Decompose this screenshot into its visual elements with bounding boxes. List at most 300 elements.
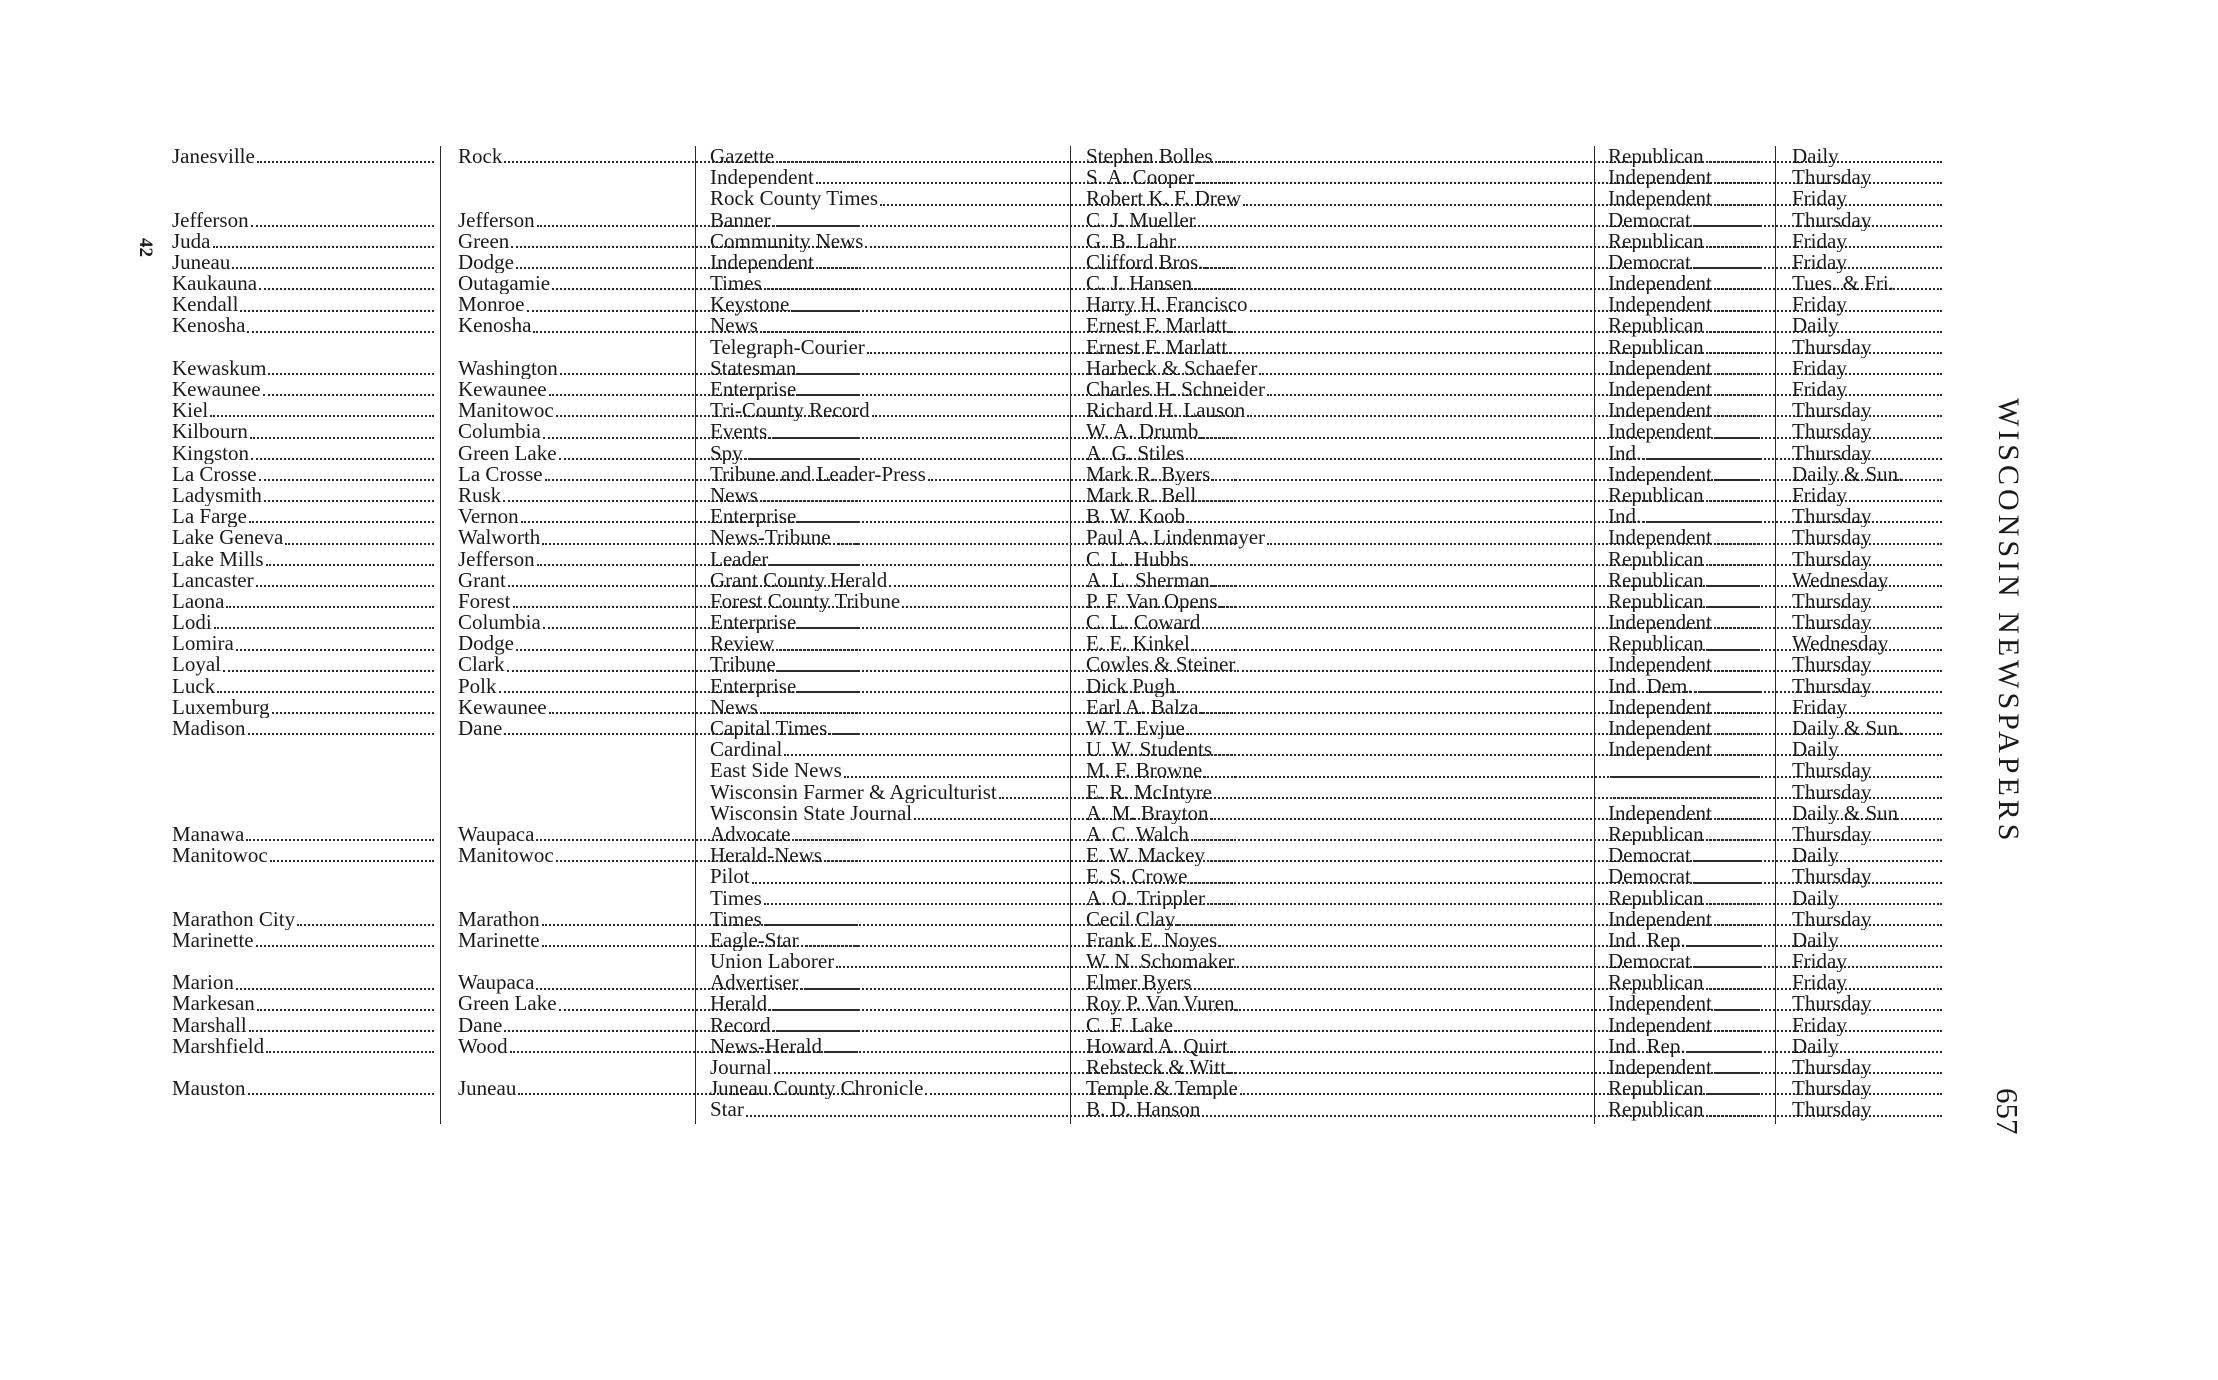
paper-text: East Side News [710, 760, 842, 782]
town-cell [172, 358, 434, 379]
dot-leader [270, 860, 434, 862]
issue-cell [1792, 443, 1992, 464]
paper-text: Union Laborer [710, 951, 835, 973]
editor-text: Howard A. Quirt [1086, 1035, 1228, 1058]
party-text: Republican [1608, 548, 1704, 570]
party-text: Republican [1608, 972, 1704, 994]
table-row [172, 146, 1932, 167]
editor-text: Earl A. Balza [1086, 696, 1199, 719]
editor-text: M. F. Browne [1086, 760, 1203, 782]
town-cell [172, 464, 434, 485]
issue-cell [1792, 994, 1992, 1015]
county-text: Green Lake [458, 442, 557, 464]
town-text: Lancaster [172, 569, 254, 591]
editor-text: Frank E. Noyes [1086, 929, 1218, 952]
issue-cell [1792, 252, 1992, 273]
paper-text: Enterprise [710, 612, 797, 634]
issue-text: Thursday [1792, 675, 1872, 697]
table-row [172, 1099, 1932, 1120]
county-text: Washington [458, 357, 558, 380]
town-cell [172, 845, 434, 866]
issue-cell [1792, 655, 1992, 676]
issue-text: Daily & Sun [1792, 802, 1899, 824]
party-text: Democrat [1608, 845, 1691, 867]
issue-text: Daily & Sun. [1792, 718, 1904, 740]
county-text: Jefferson [458, 548, 535, 570]
county-text: Polk [458, 675, 497, 697]
table-row [172, 633, 1932, 654]
issue-cell [1792, 1078, 1992, 1099]
dot-leader [266, 564, 434, 566]
issue-text: Daily & Sun. [1792, 463, 1904, 485]
issue-cell [1792, 1057, 1992, 1078]
column-rule-3 [1070, 146, 1071, 1124]
table-row [172, 994, 1932, 1015]
issue-text: Friday [1792, 696, 1847, 719]
paper-text: Juneau County Chronicle [710, 1078, 924, 1100]
county-text: Waupaca [458, 824, 535, 846]
issue-cell [1792, 549, 1992, 570]
county-text: Kenosha [458, 315, 532, 337]
party-text: Republican [1608, 146, 1704, 168]
paper-text: Gazette [710, 146, 775, 168]
editor-text: Mark R. Byers [1086, 463, 1211, 485]
dot-leader [266, 1051, 434, 1053]
newspaper-directory-table [172, 146, 1932, 1121]
town-cell [172, 316, 434, 337]
table-row [172, 845, 1932, 866]
party-text: Independent [1608, 421, 1712, 443]
issue-text: Daily [1792, 887, 1839, 909]
county-text: La Crosse [458, 463, 543, 485]
county-text: Marinette [458, 929, 540, 952]
county-text: Clark [458, 654, 505, 676]
county-text: Forest [458, 590, 511, 613]
paper-text: Forest County Tribune [710, 590, 901, 613]
dot-leader [259, 288, 434, 290]
paper-text: Banner [710, 209, 771, 231]
paper-text: Wisconsin State Journal [710, 802, 913, 824]
town-text: Loyal [172, 654, 221, 676]
paper-text: News-Tribune [710, 527, 831, 549]
town-cell [172, 591, 434, 612]
dot-leader [236, 988, 434, 990]
county-text: Rock [458, 146, 503, 168]
dot-leader [256, 585, 434, 587]
issue-cell [1792, 358, 1992, 379]
town-cell [172, 210, 434, 231]
issue-cell [1792, 739, 1992, 760]
town-text: Laona [172, 590, 225, 613]
issue-cell [1792, 972, 1992, 993]
editor-text: A. L. Sherman [1086, 569, 1210, 591]
editor-text: G. B. Lahr [1086, 230, 1176, 252]
town-text: La Farge [172, 506, 247, 528]
issue-text: Thursday [1792, 908, 1872, 930]
town-cell [172, 633, 434, 654]
table-row [172, 803, 1932, 824]
editor-text: C. F. Lake [1086, 1014, 1173, 1036]
paper-text: Record [710, 1014, 771, 1036]
page-number: 657 [1990, 1088, 2025, 1135]
editor-text: Richard H. Lauson [1086, 400, 1246, 422]
dot-leader [297, 924, 434, 926]
issue-cell [1792, 188, 1992, 209]
town-cell [172, 1015, 434, 1036]
editor-text: Harry H. Francisco [1086, 294, 1248, 316]
issue-cell [1792, 146, 1992, 167]
issue-cell [1792, 930, 1992, 951]
paper-text: Grant County Herald [710, 569, 888, 591]
editor-text: Temple & Temple [1086, 1078, 1238, 1100]
county-text: Columbia [458, 421, 541, 443]
town-cell [172, 697, 434, 718]
party-text: Republican [1608, 569, 1704, 591]
issue-text: Friday [1792, 357, 1847, 380]
party-text: Democrat [1608, 866, 1691, 888]
editor-text: Dick Pugh [1086, 675, 1176, 697]
dot-leader [226, 606, 434, 608]
issue-cell [1792, 760, 1992, 781]
county-text: Marathon [458, 908, 540, 930]
party-text: Democrat [1608, 251, 1691, 274]
editor-text: A. C. Walch [1086, 824, 1189, 846]
town-cell [172, 655, 434, 676]
county-text: Dane [458, 1014, 503, 1036]
paper-text: News [710, 485, 758, 507]
issue-cell [1792, 316, 1992, 337]
issue-text: Thursday [1792, 209, 1872, 231]
paper-text: Pilot [710, 866, 750, 888]
county-text: Columbia [458, 612, 541, 634]
editor-text: C. L. Hubbs [1086, 548, 1189, 570]
issue-cell [1792, 464, 1992, 485]
issue-text: Thursday [1792, 824, 1872, 846]
dot-leader [232, 267, 434, 269]
party-text: Ind. Rep. [1608, 1035, 1686, 1058]
county-text: Dodge [458, 251, 514, 274]
paper-text: Enterprise [710, 379, 797, 401]
editor-text: W. T. Evjue [1086, 718, 1185, 740]
county-text: Green [458, 230, 510, 252]
dot-leader [272, 712, 434, 714]
party-text: Independent [1608, 993, 1712, 1015]
table-row [172, 909, 1932, 930]
dot-leader [217, 691, 434, 693]
paper-text: Capital Times [710, 718, 828, 740]
editor-text: Mark R. Bell [1086, 485, 1197, 507]
dot-leader [264, 500, 434, 502]
editor-text: A. M. Brayton [1086, 802, 1209, 824]
county-text: Dane [458, 718, 503, 740]
table-row [172, 210, 1932, 231]
party-text: Ind. Rep. [1608, 929, 1686, 952]
issue-cell [1792, 888, 1992, 909]
dot-leader [268, 373, 434, 375]
party-text: Independent [1608, 379, 1712, 401]
party-text: Independent [1608, 696, 1712, 719]
issue-cell [1792, 337, 1992, 358]
dot-leader [285, 543, 434, 545]
town-cell [172, 718, 434, 739]
issue-cell [1792, 527, 1992, 548]
paper-text: Events [710, 421, 768, 443]
party-text: Republican [1608, 1078, 1704, 1100]
paper-text: Star [710, 1099, 744, 1121]
editor-text: A. G. Stiles [1086, 442, 1185, 464]
running-head: WISCONSIN NEWSPAPERS [1992, 398, 2025, 845]
party-text: Independent [1608, 167, 1712, 189]
issue-text: Thursday [1792, 1099, 1872, 1121]
issue-text: Daily [1792, 739, 1839, 761]
issue-cell [1792, 210, 1992, 231]
party-text: Democrat [1608, 951, 1691, 973]
editor-text: E. S. Crowe [1086, 866, 1188, 888]
issue-cell [1792, 294, 1992, 315]
paper-text: Independent [710, 167, 814, 189]
editor-text: B. W. Koob [1086, 506, 1186, 528]
issue-text: Wednesday [1792, 569, 1889, 591]
editor-text: S. A. Cooper [1086, 167, 1195, 189]
town-cell [172, 909, 434, 930]
table-row [172, 400, 1932, 421]
margin-number: 42 [135, 238, 156, 257]
party-text: Republican [1608, 633, 1704, 655]
county-text: Kewaunee [458, 696, 547, 719]
issue-cell [1792, 400, 1992, 421]
issue-text: Thursday [1792, 590, 1872, 613]
town-text: Marinette [172, 929, 254, 952]
issue-cell [1792, 633, 1992, 654]
issue-text: Friday [1792, 485, 1847, 507]
town-cell [172, 421, 434, 442]
county-text: Grant [458, 569, 506, 591]
party-text: Ind. [1608, 506, 1642, 528]
dot-leader [263, 394, 434, 396]
dot-leader [210, 415, 434, 417]
town-text: Kingston [172, 442, 250, 464]
dot-leader [249, 521, 434, 523]
town-text: Mauston [172, 1078, 246, 1100]
county-text: Manitowoc [458, 400, 554, 422]
table-row [172, 1078, 1932, 1099]
paper-text: Cardinal [710, 739, 783, 761]
issue-cell [1792, 273, 1992, 294]
town-text: Juneau [172, 251, 231, 274]
editor-text: C. J. Hansen [1086, 273, 1193, 295]
issue-text: Thursday [1792, 654, 1872, 676]
dot-leader [259, 479, 434, 481]
table-row [172, 951, 1932, 972]
county-text: Wood [458, 1035, 508, 1058]
table-row [172, 443, 1932, 464]
issue-cell [1792, 697, 1992, 718]
issue-text: Thursday [1792, 506, 1872, 528]
editor-text: Elmer Byers [1086, 972, 1192, 994]
party-text: Independent [1608, 612, 1712, 634]
issue-text: Daily [1792, 146, 1839, 168]
town-text: Lodi [172, 612, 212, 634]
table-row [172, 782, 1932, 803]
table-row [172, 676, 1932, 697]
issue-text: Daily [1792, 315, 1839, 337]
issue-cell [1792, 803, 1992, 824]
party-text: Republican [1608, 1099, 1704, 1121]
town-cell [172, 570, 434, 591]
issue-cell [1792, 612, 1992, 633]
party-text: Independent [1608, 1057, 1712, 1079]
paper-text: Enterprise [710, 675, 797, 697]
issue-cell [1792, 718, 1992, 739]
table-row [172, 252, 1932, 273]
party-text: Independent [1608, 527, 1712, 549]
town-cell [172, 1078, 434, 1099]
column-rule-1 [440, 146, 441, 1124]
issue-text: Wednesday [1792, 633, 1889, 655]
town-cell [172, 485, 434, 506]
party-text: Independent [1608, 1014, 1712, 1036]
editor-text: B. D. Hanson [1086, 1099, 1201, 1121]
party-text: Independent [1608, 718, 1712, 740]
table-row [172, 655, 1932, 676]
party-text: Independent [1608, 802, 1712, 824]
table-row [172, 549, 1932, 570]
dot-leader [223, 670, 434, 672]
issue-text: Friday [1792, 294, 1847, 316]
dot-leader [257, 161, 434, 163]
county-text: Manitowoc [458, 845, 554, 867]
town-text: Marshfield [172, 1035, 265, 1058]
table-row [172, 231, 1932, 252]
editor-text: P. F. Van Opens [1086, 590, 1218, 613]
table-row [172, 167, 1932, 188]
county-text: Rusk [458, 485, 502, 507]
editor-text: E. R. McIntyre [1086, 781, 1212, 803]
editor-text: Robert K. F. Drew [1086, 188, 1242, 210]
town-text: Marathon City [172, 908, 296, 930]
town-text: Lomira [172, 633, 234, 655]
editor-text: Cowles & Steiner [1086, 654, 1236, 676]
town-text: Manitowoc [172, 845, 268, 867]
paper-text: News [710, 696, 758, 719]
town-text: Kewaunee [172, 379, 261, 401]
issue-text: Daily [1792, 1035, 1839, 1058]
town-text: Kiel [172, 400, 209, 422]
party-text: Independent [1608, 400, 1712, 422]
issue-text: Thursday [1792, 612, 1872, 634]
party-text: Independent [1608, 654, 1712, 676]
editor-text: C. L. Coward [1086, 612, 1201, 634]
table-row [172, 888, 1932, 909]
dot-leader [248, 1093, 435, 1095]
table-row [172, 358, 1932, 379]
town-text: Juda [172, 230, 211, 252]
town-cell [172, 676, 434, 697]
party-text: Ind. [1608, 442, 1642, 464]
issue-text: Friday [1792, 951, 1847, 973]
issue-text: Thursday [1792, 400, 1872, 422]
town-text: La Crosse [172, 463, 257, 485]
dot-leader [257, 1009, 434, 1011]
table-row [172, 527, 1932, 548]
county-text: Dodge [458, 633, 514, 655]
issue-text: Thursday [1792, 866, 1872, 888]
issue-text: Friday [1792, 972, 1847, 994]
town-text: Lake Mills [172, 548, 264, 570]
paper-text: Independent [710, 251, 814, 274]
party-text: Independent [1608, 273, 1712, 295]
issue-cell [1792, 506, 1992, 527]
dot-leader [248, 733, 435, 735]
issue-cell [1792, 1099, 1992, 1120]
issue-text: Tues. & Fri. [1792, 273, 1894, 295]
issue-cell [1792, 421, 1992, 442]
dot-leader [250, 437, 434, 439]
town-text: Markesan [172, 993, 255, 1015]
issue-text: Thursday [1792, 1078, 1872, 1100]
table-row [172, 485, 1932, 506]
table-row [172, 273, 1932, 294]
town-cell [172, 824, 434, 845]
table-row [172, 464, 1932, 485]
town-cell [172, 273, 434, 294]
town-cell [172, 994, 434, 1015]
paper-text: Statesman [710, 357, 797, 380]
party-text: Democrat [1608, 209, 1691, 231]
issue-cell [1792, 951, 1992, 972]
editor-text: W. A. Drumb [1086, 421, 1199, 443]
table-row [172, 294, 1932, 315]
issue-cell [1792, 485, 1992, 506]
town-cell [172, 146, 434, 167]
town-cell [172, 294, 434, 315]
issue-text: Thursday [1792, 421, 1872, 443]
table-row [172, 972, 1932, 993]
party-text: Independent [1608, 908, 1712, 930]
table-row [172, 188, 1932, 209]
paper-text: Tribune [710, 654, 776, 676]
county-text: Walworth [458, 527, 541, 549]
paper-text: Advertiser [710, 972, 799, 994]
dot-leader [251, 225, 434, 227]
table-row [172, 506, 1932, 527]
issue-cell [1792, 845, 1992, 866]
editor-text: Harbeck & Schaefer [1086, 357, 1258, 380]
editor-text: E. W. Mackey [1086, 845, 1205, 867]
issue-text: Friday [1792, 188, 1847, 210]
party-text: Republican [1608, 590, 1704, 613]
table-row [172, 570, 1932, 591]
town-cell [172, 252, 434, 273]
dot-leader [246, 839, 434, 841]
town-text: Jefferson [172, 209, 249, 231]
editor-text: Charles H. Schneider [1086, 379, 1266, 401]
table-row [172, 1057, 1932, 1078]
issue-text: Thursday [1792, 442, 1872, 464]
table-row [172, 316, 1932, 337]
party-text: Republican [1608, 824, 1704, 846]
column-rule-2 [695, 146, 696, 1124]
issue-text: Thursday [1792, 336, 1872, 358]
county-text: Juneau [458, 1078, 517, 1100]
table-row [172, 866, 1932, 887]
issue-cell [1792, 782, 1992, 803]
table-row [172, 591, 1932, 612]
paper-text: Herald [710, 993, 768, 1015]
county-text: Outagamie [458, 273, 551, 295]
editor-text: U. W. Students [1086, 739, 1213, 761]
town-text: Kilbourn [172, 421, 248, 443]
